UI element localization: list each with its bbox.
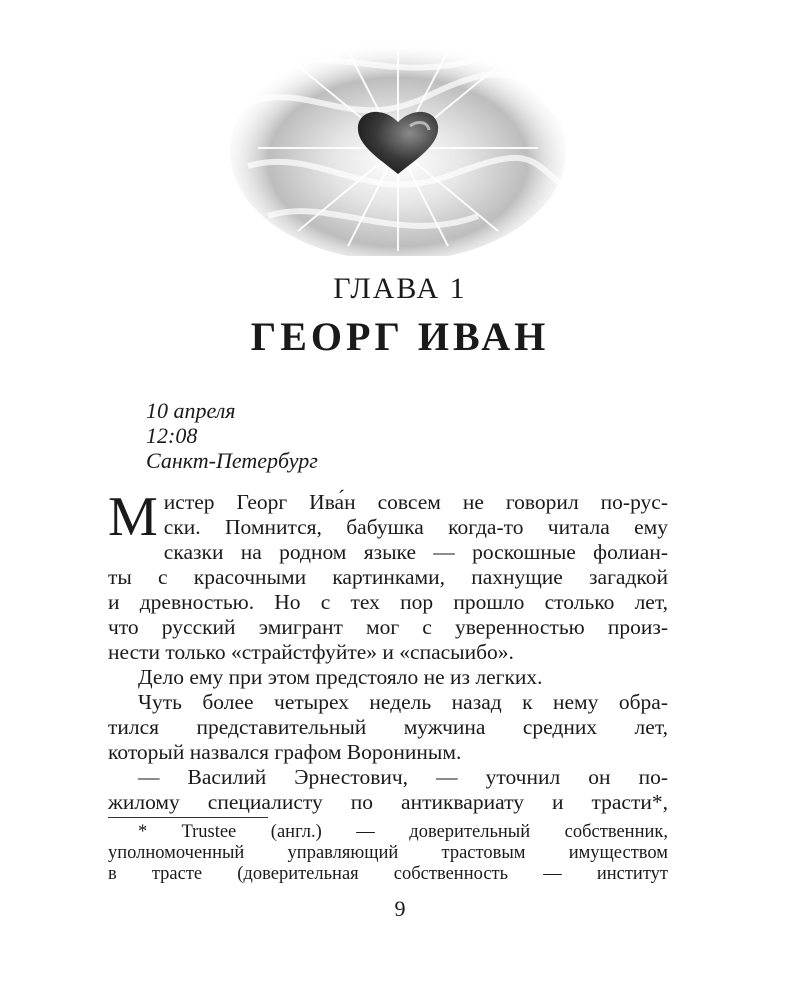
text-line: Чуть более четырех недель назад к нему обра- — [138, 690, 668, 714]
text-line: тился представительный мужчина средних лет, — [108, 715, 668, 739]
footnote-divider — [108, 817, 268, 818]
text-line: жилому специалисту по антиквариату и трасти*, — [108, 790, 668, 814]
chapter-title: ГЕОРГ ИВАН — [250, 314, 550, 359]
text-line: ты с красочными картинками, пахнущие загадкой — [108, 565, 668, 589]
dateline-date: 10 апреля — [146, 398, 236, 423]
chapter-label: ГЛАВА 1 — [333, 272, 467, 305]
text-line: — Василий Эрнестович, — уточнил он по- — [138, 765, 668, 789]
text-line: нести только «страйстфуйте» и «спасыибо». — [108, 640, 514, 664]
footnote-line: * Trustee (англ.) — доверительный собственник, — [138, 822, 668, 842]
footnote-line: в трасте (доверительная собственность — институт — [108, 864, 668, 884]
text-line: истер Георг Ива́н совсем не говорил по-рус- — [163, 490, 668, 514]
heart-ornament-icon — [228, 36, 568, 256]
text-line: Дело ему при этом предстояло не из легких. — [138, 665, 543, 689]
dateline-place: Санкт-Петербург — [146, 448, 318, 473]
dateline — [146, 398, 318, 473]
text-line: сказки на родном языке — роскошные фолиан- — [163, 540, 668, 564]
text-line: что русский эмигрант мог с уверенностью произ- — [108, 615, 668, 639]
footnote-line: уполномоченный управляющий трастовым имуществом — [108, 843, 668, 863]
text-line: ски. Помнится, бабушка когда-то читала ему — [163, 515, 668, 539]
body-text — [108, 486, 668, 815]
text-line: и древностью. Но с тех пор прошло столько лет, — [108, 590, 668, 614]
drop-cap: М — [108, 486, 158, 548]
text-line: который назвался графом Ворониным. — [108, 740, 462, 764]
dateline-time: 12:08 — [146, 423, 198, 448]
page-number: 9 — [394, 896, 406, 921]
footnote — [108, 822, 668, 885]
